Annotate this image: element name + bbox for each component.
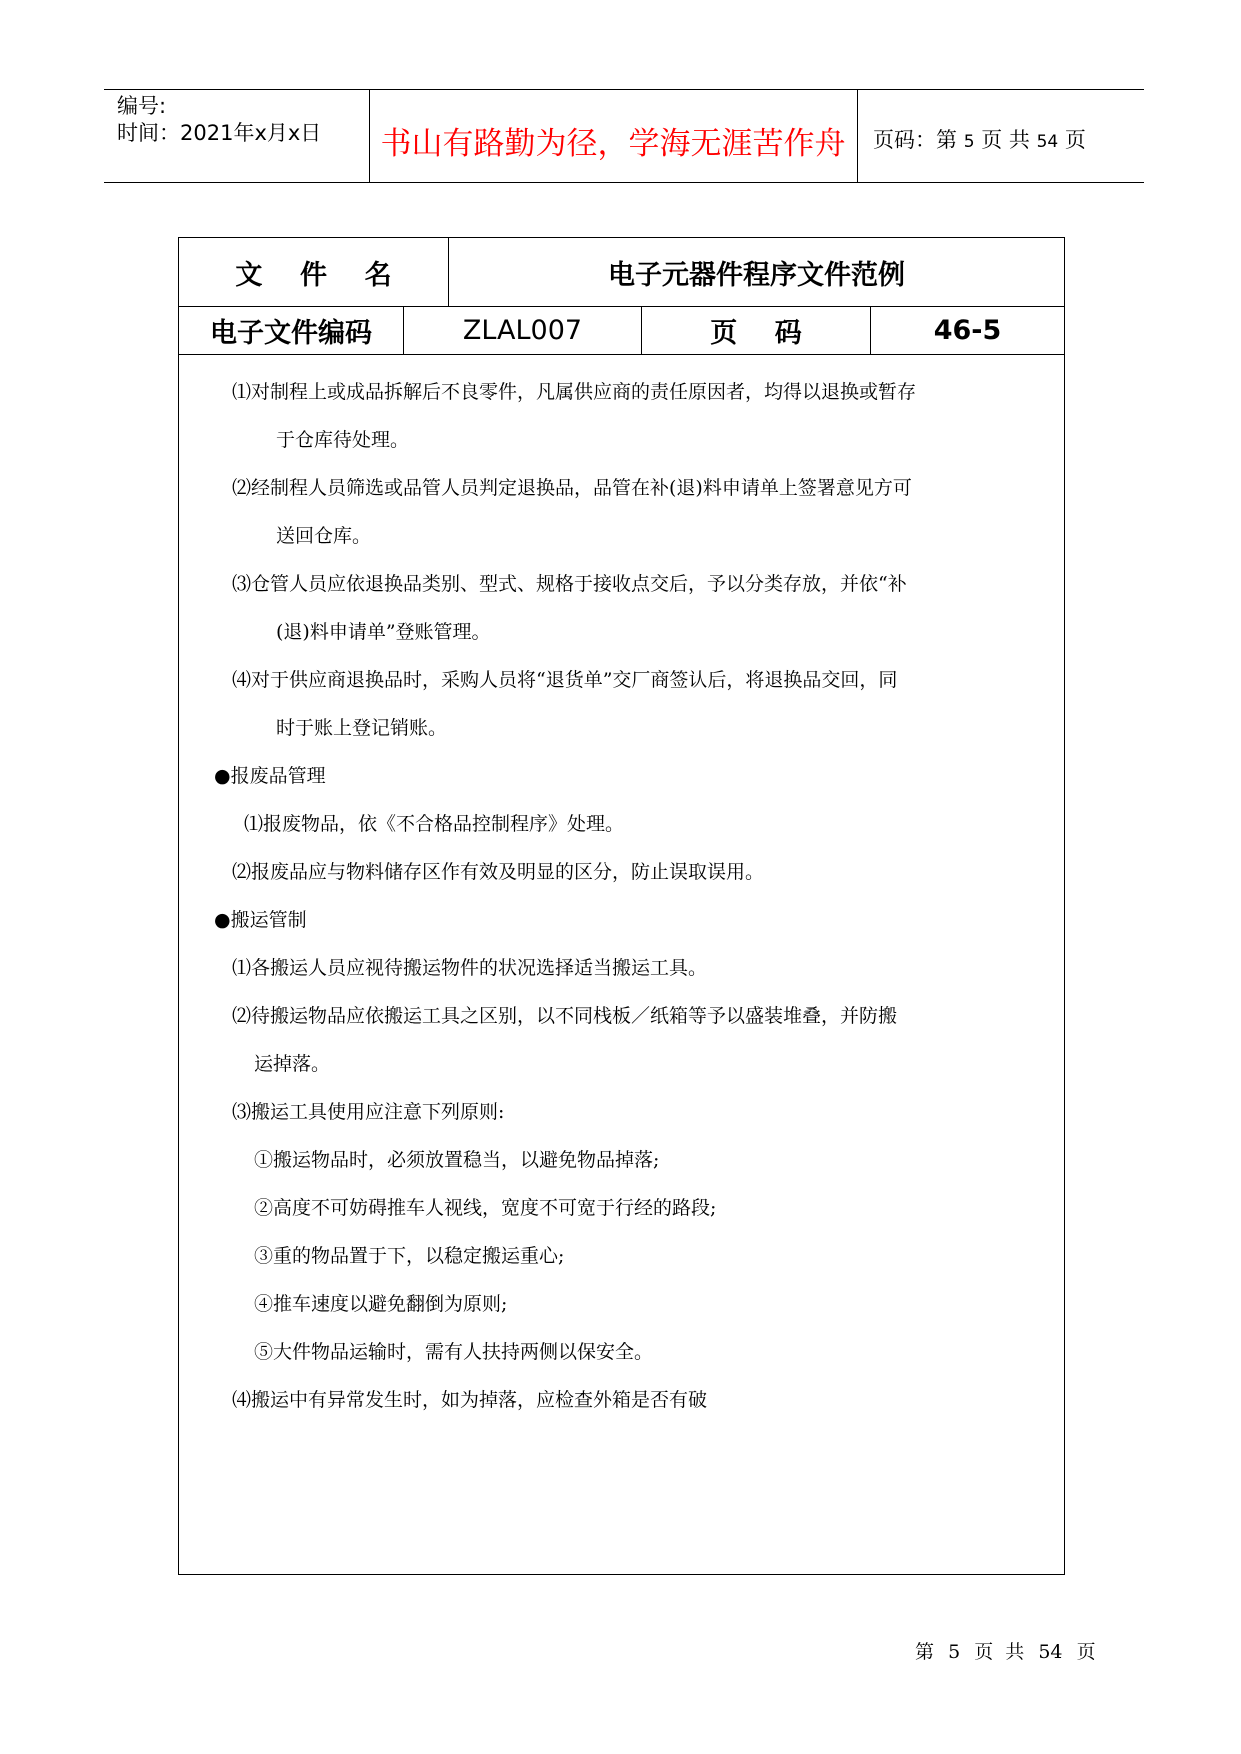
section-heading: ●搬运管制 [214,909,307,931]
body-line: ⑴对制程上或成品拆解后不良零件，凡属供应商的责任原因者，均得以退换或暂存 [232,381,917,403]
body-line: 于仓库待处理。 [276,429,410,451]
header-page-total: 54 [1036,132,1059,152]
body-line: ⑤大件物品运输时，需有人扶持两侧以保安全。 [254,1341,654,1363]
body-line: 运掉落。 [254,1053,331,1075]
body-line: ⑴报废物品，依《不合格品控制程序》处理。 [244,813,625,835]
table-row-rule-2 [179,354,1064,355]
document-number-label: 编号: [117,94,167,118]
footer-current: 5 [948,1641,961,1663]
file-code-value: ZLAL007 [462,315,583,346]
body-line: 送回仓库。 [276,525,372,547]
header-divider-right [857,89,858,183]
body-line: ⑵经制程人员筛选或品管人员判定退换品，品管在补(退)料申请单上签署意见方可 [232,477,912,499]
body-line: ⑴各搬运人员应视待搬运物件的状况选择适当搬运工具。 [232,957,708,979]
document-time: 时间：2021年x月x日 [117,121,322,145]
document-table [178,237,1065,1575]
section-heading: ●报废品管理 [214,765,326,787]
footer-middle: 页 共 [974,1641,1025,1663]
file-code-label: 电子文件编码 [210,318,372,349]
body-line: ②高度不可妨碍推车人视线，宽度不可宽于行经的路段; [254,1197,717,1219]
page-footer [915,1637,1104,1664]
body-line: ③重的物品置于下，以稳定搬运重心; [254,1245,565,1267]
body-line: ⑵报废品应与物料储存区作有效及明显的区分，防止误取误用。 [232,861,765,883]
body-line: ⑷搬运中有异常发生时，如为掉落，应检查外箱是否有破 [232,1389,708,1411]
footer-total: 54 [1038,1641,1063,1663]
body-line: 时于账上登记销账。 [276,717,448,739]
page-value: 46-5 [933,315,1002,346]
body-line: ④推车速度以避免翻倒为原则; [254,1293,508,1315]
footer-suffix: 页 [1076,1641,1096,1663]
page-label: 页 码 [710,318,802,349]
motto-banner: 书山有路勤为径，学海无涯苦作舟 [380,126,846,162]
filename-value: 电子元器件程序文件范例 [608,259,905,291]
header-page-label: 页码：第 [873,128,957,152]
body-line: ⑵待搬运物品应依搬运工具之区别，以不同栈板／纸箱等予以盛装堆叠，并防搬 [232,1005,898,1027]
header-page-current: 5 [963,132,975,152]
filename-label: 文 件 名 [235,259,392,291]
header-top-rule [104,89,1144,90]
body-line: ①搬运物品时，必须放置稳当，以避免物品掉落; [254,1149,660,1171]
body-line: (退)料申请单”登账管理。 [276,621,491,643]
header-page-info [873,124,1086,154]
header-bottom-rule [104,182,1144,183]
body-line: ⑷对于供应商退换品时，采购人员将“退货单”交厂商签认后，将退换品交回，同 [232,669,898,691]
footer-prefix: 第 [915,1641,935,1663]
header-page-middle: 页 共 [981,128,1030,152]
header-page-suffix: 页 [1064,128,1086,152]
body-line: ⑶搬运工具使用应注意下列原则: [232,1101,505,1123]
body-line: ⑶仓管人员应依退换品类别、型式、规格于接收点交后，予以分类存放，并依“补 [232,573,907,595]
